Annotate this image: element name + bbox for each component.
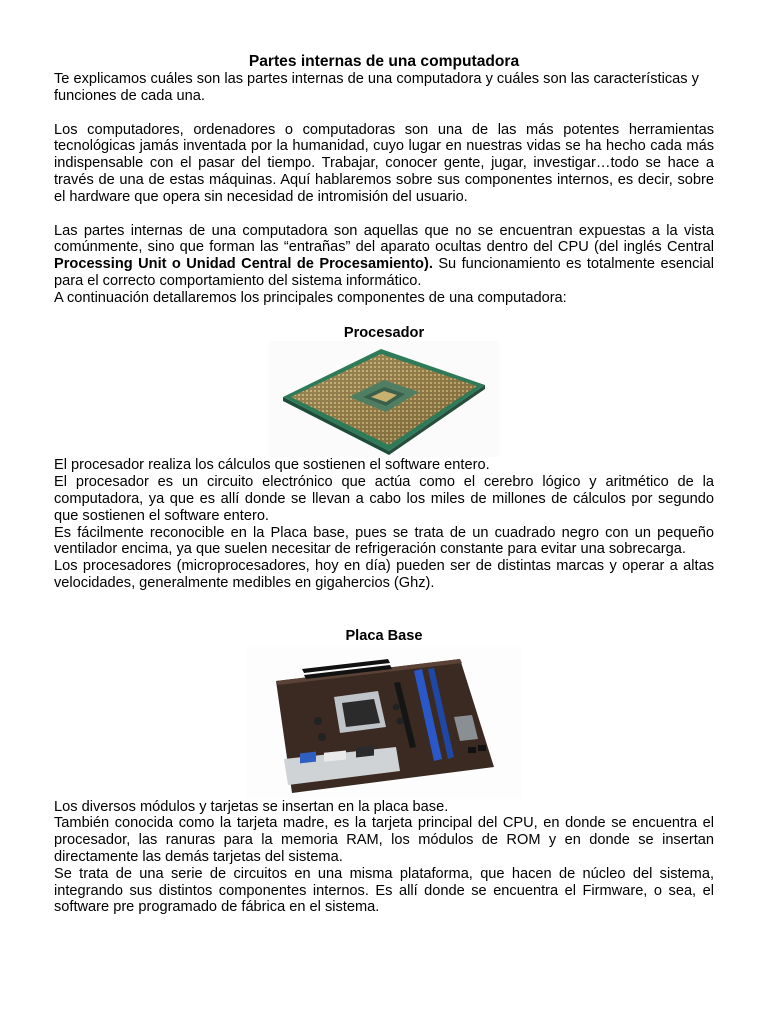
section-title-procesador: Procesador [343, 324, 425, 341]
document-body [54, 53, 714, 916]
paragraph-internal-parts [54, 223, 714, 290]
motherboard-paragraph-2: Se trata de una serie de circuitos en una misma plataforma, que hacen de núcleo del sistema, integrando sus distintos componentes internos. Es allí donde se encuentra el Firmware, o sea, el software pre programado de fábrica en el sistema. [54, 865, 714, 916]
motherboard-image [246, 647, 522, 799]
intro-paragraph: Te explicamos cuáles son las partes internas de una computadora y cuáles son las características y funciones de cada una. [54, 71, 699, 104]
processor-paragraph-3: Los procesadores (microprocesadores, hoy en día) pueden ser de distintas marcas y operar a altas velocidades, generalmente medibles en gigahercios (Ghz). [54, 558, 714, 591]
processor-paragraph-1: El procesador es un circuito electrónico que actúa como el cerebro lógico y aritmético de la computadora, ya que es allí donde se llevan a cabo los miles de millones de cálculos por segundo que sostienen el software entero. [54, 474, 714, 524]
paragraph-list-intro: A continuación detallaremos los principales componentes de una computadora: [54, 289, 567, 306]
cpu-acronym-bold: Processing Unit o Unidad Central de Procesamiento). [54, 256, 433, 273]
processor-paragraph-2: Es fácilmente reconocible en la Placa base, pues se trata de un cuadrado negro con un pequeño ventilador encima, ya que suelen necesitar de refrigeración constante para evitar una sobrecarga. [54, 524, 714, 558]
motherboard-paragraph-1: También conocida como la tarjeta madre, es la tarjeta principal del CPU, en donde se encuentra el procesador, las ranuras para la memoria RAM, los módulos de ROM y en donde se insertan directamente las demás tarjetas del sistema. [54, 815, 714, 865]
processor-caption: El procesador realiza los cálculos que sostienen el software entero. [54, 457, 490, 474]
paragraph-internal-parts-text-a: Las partes internas de una computadora son aquellas que no se encuentran expuestas a la vista comúnmente, sino que forman las “entrañas” del aparato ocultas dentro del CPU (del inglés Central [54, 222, 714, 256]
paragraph-internal-parts-text-b: Su funcionamiento es totalmente esencial para el correcto comportamiento del sistema informático. [54, 256, 714, 289]
motherboard-caption: Los diversos módulos y tarjetas se insertan en la placa base. [54, 798, 449, 815]
document-title: Partes internas de una computadora [248, 53, 520, 70]
section-title-placa-base: Placa Base [345, 627, 423, 644]
processor-image [269, 341, 499, 457]
paragraph-computers: Los computadores, ordenadores o computadoras son una de las más potentes herramientas tecnológicas jamás inventada por la humanidad, cuyo lugar en nuestras vidas se ha hecho cada más indispensable con el pasar del tiempo. Trabajar, conocer gente, jugar, investigar…todo se hace a través de una de estas máquinas. Aquí hablaremos sobre sus componentes internos, es decir, sobre el hardware que opera sin necesidad de intromisión del usuario. [54, 121, 714, 205]
